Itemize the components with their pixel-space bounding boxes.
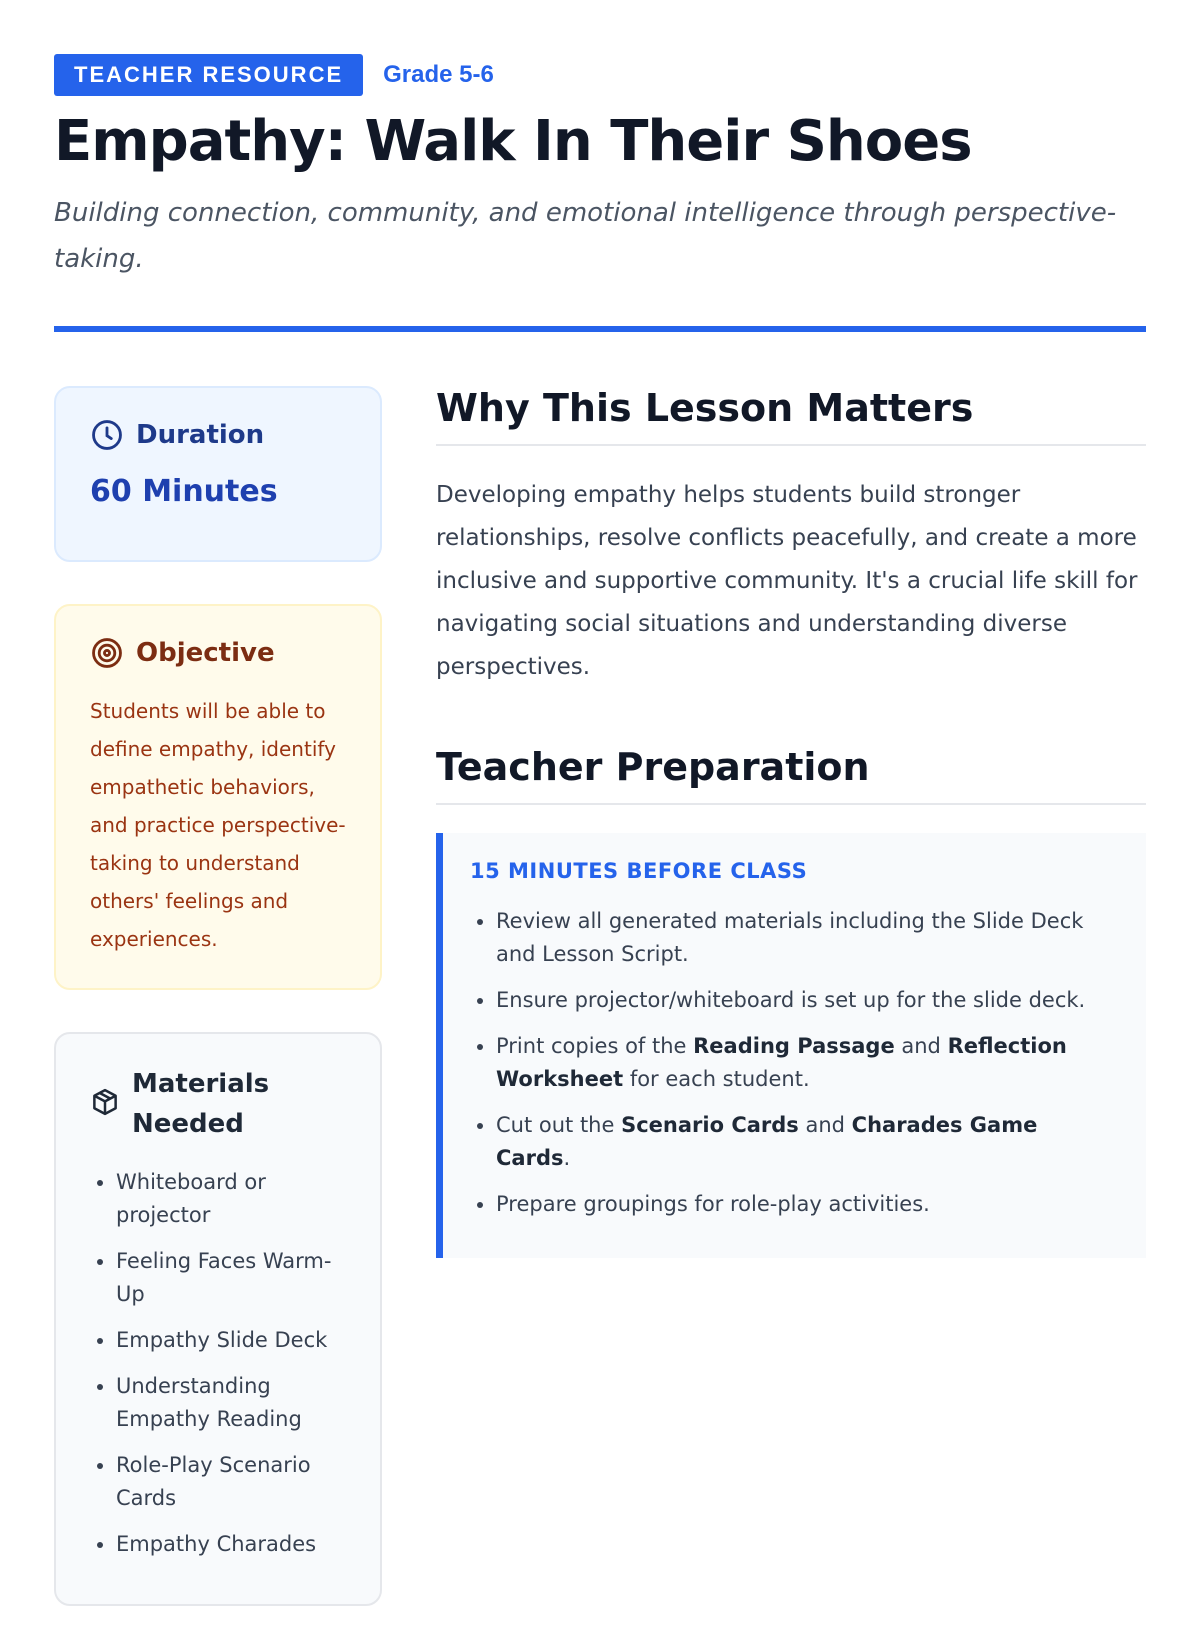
list-item: • Feeling Faces Warm-Up (116, 1245, 346, 1311)
prep-highlight: Scenario Cards (621, 1113, 799, 1138)
prep-callout (436, 833, 1146, 1258)
objective-text: Students will be able to define empathy, identify empathetic behaviors, and practice perspective-taking to understand others' feelings and experiences. (90, 699, 346, 952)
box-icon (90, 1087, 120, 1121)
page-header (54, 54, 1146, 332)
header-meta (54, 54, 1146, 96)
list-item: • Role-Play Scenario Cards (116, 1449, 346, 1515)
prep-text: . (563, 1146, 571, 1171)
list-item: • Whiteboard or projector (116, 1166, 346, 1232)
page-subtitle: Building connection, community, and emotional intelligence through perspective-taking. (54, 198, 1117, 275)
prep-highlight: Reflection Worksheet (496, 1034, 1067, 1092)
list-item: • Prepare groupings for role-play activities. (496, 1188, 1116, 1221)
page-title: Empathy: Walk In Their Shoes (54, 109, 972, 174)
content-body (54, 386, 1146, 1648)
prep-timing-label: 15 MINUTES BEFORE CLASS (470, 859, 808, 884)
why-heading: Why This Lesson Matters (436, 386, 1146, 446)
sidebar (54, 386, 382, 1648)
grade-label: Grade 5-6 (383, 61, 494, 88)
clock-icon (90, 418, 124, 452)
list-item: • Empathy Charades (116, 1528, 346, 1561)
main-content (436, 386, 1146, 1648)
materials-card-header (90, 1064, 346, 1144)
list-item: • Ensure projector/whiteboard is set up for the slide deck. (496, 984, 1116, 1017)
materials-title: Materials Needed (132, 1069, 270, 1140)
why-section (436, 386, 1146, 689)
prep-section (436, 745, 1146, 1258)
duration-value: 60 Minutes (90, 474, 278, 510)
duration-card (54, 386, 382, 562)
list-item (496, 1030, 1116, 1096)
list-item: • Empathy Slide Deck (116, 1324, 346, 1357)
prep-text: and (894, 1034, 948, 1059)
list-item: • Review all generated materials including the Slide Deck and Lesson Script. (496, 905, 1116, 971)
list-item (496, 1109, 1116, 1175)
resource-badge: TEACHER RESOURCE (54, 54, 363, 96)
duration-title: Duration (136, 420, 265, 451)
objective-card-header (90, 636, 346, 670)
prep-heading: Teacher Preparation (436, 745, 1146, 805)
prep-highlight: Reading Passage (693, 1034, 895, 1059)
objective-title: Objective (136, 638, 275, 669)
duration-card-header (90, 418, 346, 452)
list-item: • Understanding Empathy Reading (116, 1370, 346, 1436)
prep-text: for each student. (623, 1067, 810, 1092)
header-divider (54, 326, 1146, 332)
prep-text: and (798, 1113, 852, 1138)
prep-text: Cut out the (496, 1113, 622, 1138)
objective-card (54, 604, 382, 990)
prep-list (470, 905, 1116, 1221)
prep-text: Print copies of the (496, 1034, 694, 1059)
materials-card (54, 1032, 382, 1606)
why-text: Developing empathy helps students build stronger relationships, resolve conflicts peacefully, and create a more inclusive and supportive community. It's a crucial life skill for navigating social situations and understanding diverse perspectives. (436, 482, 1138, 681)
prep-highlight: Charades Game Cards (496, 1113, 1038, 1171)
target-icon (90, 636, 124, 670)
materials-list (90, 1166, 346, 1561)
